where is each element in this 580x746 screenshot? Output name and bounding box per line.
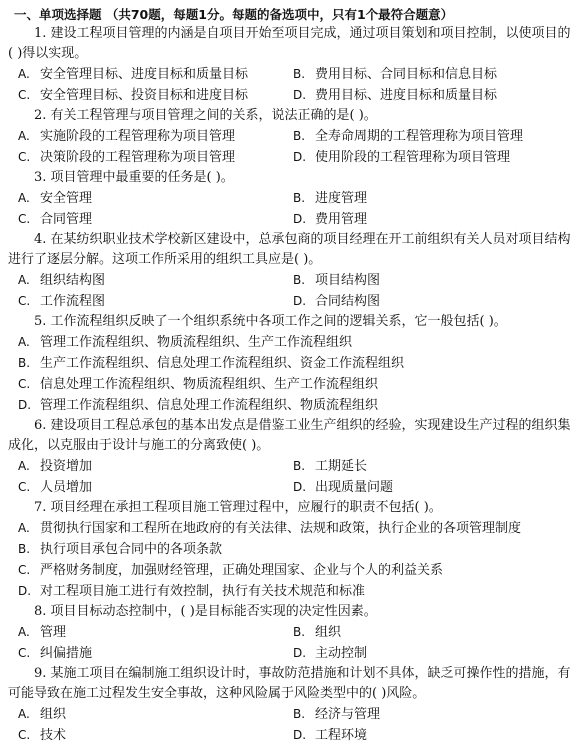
option-text: 安全管理目标、投资目标和进度目标 (40, 88, 249, 103)
answer-option[interactable] (8, 85, 283, 106)
answer-option[interactable] (8, 64, 283, 85)
option-letter: C. (18, 646, 31, 660)
option-text: 贯彻执行国家和工程所在地政府的有关法律、法规和政策，执行企业的各项管理制度 (40, 521, 522, 536)
answer-option[interactable] (283, 188, 573, 209)
option-letter: A. (18, 625, 30, 639)
option-letter: D. (293, 88, 307, 102)
option-text: 安全管理目标、进度目标和质量目标 (40, 67, 249, 82)
option-letter: D. (293, 294, 307, 308)
option-text: 费用目标、进度目标和质量目标 (315, 88, 498, 103)
option-text: 工作流程图 (40, 294, 106, 309)
option-text: 决策阶段的工程管理称为项目管理 (40, 150, 236, 165)
question-stem: 2. 有关工程管理与项目管理之间的关系，说法正确的是( )。 (34, 108, 377, 123)
option-letter: D. (293, 150, 307, 164)
answer-option[interactable] (8, 353, 572, 374)
question-stem: 9. 某施工项目在编制施工组织设计时，事故防范措施和计划不具体，缺乏可操作性的措施，有可能导致在施工过程发生安全事故，这种风险属于风险类型中的( )风险。 (8, 666, 571, 701)
answer-option[interactable] (283, 291, 573, 312)
option-group (8, 622, 572, 664)
option-text: 费用目标、合同目标和信息目标 (315, 67, 498, 82)
option-letter: B. (293, 707, 306, 721)
option-letter: D. (293, 480, 307, 494)
answer-option[interactable] (8, 477, 283, 498)
option-letter: A. (18, 521, 30, 535)
option-group (8, 456, 572, 498)
option-text: 管理工作流程组织、信息处理工作流程组织、物质流程组织 (40, 398, 379, 413)
question-stem: 8. 项目目标动态控制中，( )是目标能否实现的决定性因素。 (34, 604, 377, 619)
answer-option[interactable] (8, 581, 572, 602)
question-block (8, 312, 572, 416)
option-group (8, 188, 572, 230)
answer-option[interactable] (283, 126, 573, 147)
option-text: 技术 (40, 728, 67, 743)
option-letter: B. (293, 459, 306, 473)
option-letter: A. (18, 335, 30, 349)
question-stem: 6. 建设项目工程总承包的基本出发点是借鉴工业生产组织的经验，实现建设生产过程的组织集成化，以克服由于设计与施工的分离致使( )。 (8, 418, 571, 453)
option-text: 出现质量问题 (315, 480, 394, 495)
answer-option[interactable] (8, 704, 283, 725)
question-stem: 5. 工作流程组织反映了一个组织系统中各项工作之间的逻辑关系，它一般包括( )。 (34, 314, 507, 329)
answer-option[interactable] (283, 209, 573, 230)
option-text: 组织 (40, 707, 67, 722)
option-letter: B. (18, 356, 31, 370)
answer-option[interactable] (283, 85, 573, 106)
answer-option[interactable] (283, 456, 573, 477)
answer-option[interactable] (8, 456, 283, 477)
option-letter: C. (18, 294, 31, 308)
option-letter: D. (293, 728, 307, 742)
option-text: 严格财务制度，加强财经管理，正确处理国家、企业与个人的利益关系 (40, 563, 444, 578)
answer-option[interactable] (8, 188, 283, 209)
option-text: 使用阶段的工程管理称为项目管理 (315, 150, 511, 165)
answer-option[interactable] (8, 560, 572, 581)
option-text: 经济与管理 (315, 707, 381, 722)
option-text: 执行项目承包合同中的各项条款 (40, 542, 223, 557)
option-letter: C. (18, 377, 31, 391)
question-block (8, 602, 572, 664)
question-block (8, 106, 572, 168)
answer-option[interactable] (283, 477, 573, 498)
question-stem: 4. 在某纺织职业技术学校新区建设中，总承包商的项目经理在开工前组织有关人员对项目结构进行了逐层分解。这项工作所采用的组织工具应是( )。 (8, 232, 571, 267)
option-letter: A. (18, 67, 30, 81)
option-text: 工程环境 (315, 728, 368, 743)
option-text: 对工程项目施工进行有效控制，执行有关技术规范和标准 (40, 584, 366, 599)
answer-option[interactable] (283, 643, 573, 664)
option-group (8, 64, 572, 106)
answer-option[interactable] (8, 395, 572, 416)
option-text: 管理 (40, 625, 67, 640)
option-letter: B. (18, 542, 31, 556)
option-group (8, 126, 572, 168)
question-block (8, 24, 572, 106)
section-title: 一、单项选择题 （共70题，每题1分。每题的备选项中，只有1个最符合题意） (14, 7, 454, 22)
option-letter: A. (18, 707, 30, 721)
option-letter: C. (18, 563, 31, 577)
answer-option[interactable] (8, 374, 572, 395)
answer-option[interactable] (283, 622, 573, 643)
option-letter: B. (293, 67, 306, 81)
option-letter: D. (18, 398, 32, 412)
option-group (8, 270, 572, 312)
answer-option[interactable] (8, 332, 572, 353)
question-block (8, 230, 572, 312)
answer-option[interactable] (8, 126, 283, 147)
option-text: 投资增加 (40, 459, 93, 474)
answer-option[interactable] (8, 291, 283, 312)
option-letter: B. (293, 625, 306, 639)
option-text: 组织 (315, 625, 342, 640)
option-text: 实施阶段的工程管理称为项目管理 (40, 129, 236, 144)
question-block (8, 664, 572, 746)
option-text: 人员增加 (40, 480, 93, 495)
option-letter: C. (18, 480, 31, 494)
option-text: 纠偏措施 (40, 646, 93, 661)
answer-option[interactable] (8, 622, 283, 643)
option-letter: D. (293, 646, 307, 660)
option-letter: A. (18, 459, 30, 473)
question-stem: 3. 项目管理中最重要的任务是( )。 (34, 170, 234, 185)
answer-option[interactable] (8, 643, 283, 664)
answer-option[interactable] (283, 270, 573, 291)
option-text: 全寿命周期的工程管理称为项目管理 (315, 129, 524, 144)
option-text: 项目结构图 (315, 273, 381, 288)
option-group (8, 332, 572, 416)
option-text: 生产工作流程组织、信息处理工作流程组织、资金工作流程组织 (40, 356, 405, 371)
answer-option[interactable] (8, 147, 283, 168)
option-letter: B. (293, 273, 306, 287)
question-block (8, 416, 572, 498)
answer-option[interactable] (283, 147, 573, 168)
question-stem: 7. 项目经理在承担工程项目施工管理过程中，应履行的职责不包括( )。 (34, 500, 442, 515)
option-letter: A. (18, 129, 30, 143)
option-letter: B. (293, 191, 306, 205)
option-letter: D. (293, 212, 307, 226)
answer-option[interactable] (8, 209, 283, 230)
option-text: 主动控制 (315, 646, 368, 661)
option-text: 安全管理 (40, 191, 93, 206)
option-letter: D. (18, 584, 32, 598)
answer-option[interactable] (283, 704, 573, 725)
answer-option[interactable] (283, 64, 573, 85)
answer-option[interactable] (283, 725, 573, 746)
option-text: 合同管理 (40, 212, 93, 227)
option-text: 信息处理工作流程组织、物质流程组织、生产工作流程组织 (40, 377, 379, 392)
option-letter: C. (18, 212, 31, 226)
option-text: 进度管理 (315, 191, 368, 206)
option-letter: C. (18, 88, 31, 102)
answer-option[interactable] (8, 725, 283, 746)
option-group (8, 704, 572, 746)
option-letter: B. (293, 129, 306, 143)
option-text: 管理工作流程组织、物质流程组织、生产工作流程组织 (40, 335, 353, 350)
answer-option[interactable] (8, 270, 283, 291)
question-block (8, 168, 572, 230)
answer-option[interactable] (8, 518, 572, 539)
option-letter: A. (18, 273, 30, 287)
option-letter: C. (18, 728, 31, 742)
question-block (8, 498, 572, 602)
option-text: 费用管理 (315, 212, 368, 227)
question-list (8, 24, 572, 746)
answer-option[interactable] (8, 539, 572, 560)
question-stem: 1. 建设工程项目管理的内涵是自项目开始至项目完成，通过项目策划和项目控制，以使项目的( )得以实现。 (8, 26, 571, 61)
option-letter: A. (18, 191, 30, 205)
option-letter: C. (18, 150, 31, 164)
option-text: 工期延长 (315, 459, 368, 474)
option-text: 组织结构图 (40, 273, 106, 288)
option-group (8, 518, 572, 602)
option-text: 合同结构图 (315, 294, 381, 309)
